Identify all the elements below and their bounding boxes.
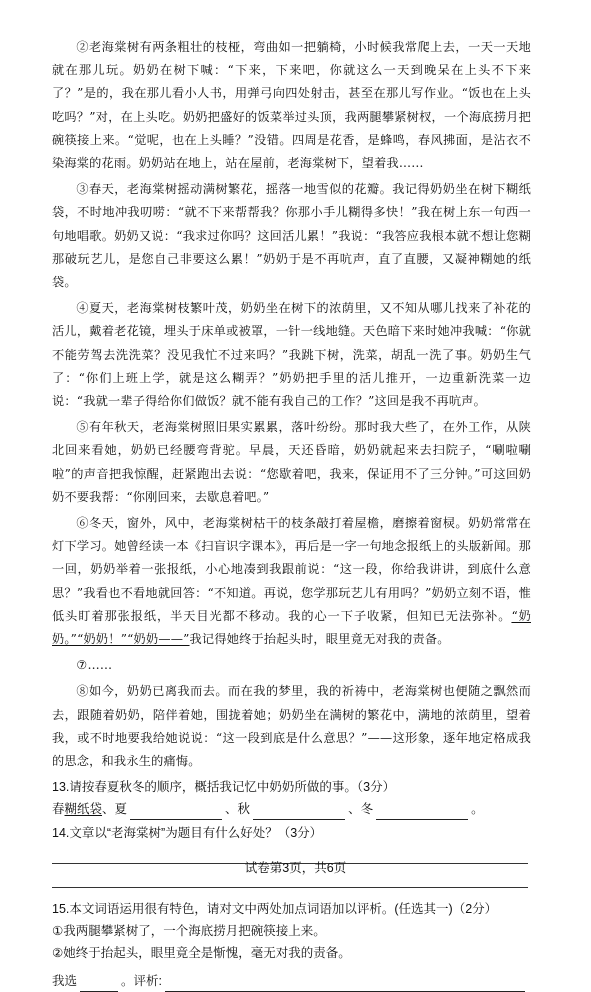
- spring-answer: 糊纸袋: [64, 802, 103, 817]
- summer-answer-blank[interactable]: [130, 805, 222, 820]
- paragraph-3: ③春天，老海棠树摇动满树繁花，摇落一地雪似的花瓣。我记得奶奶坐在树下糊纸袋，不时地冲我叨唠：“就不下来帮帮我？你那小手儿糊得多快！”我在树上东一句西一句地唱歌。奶奶又说：“我求过你吗？这回活儿累！”我说：“我答应我根本就不想让您糊那破玩艺儿，是您自己非要这么累！”奶奶于是不再吭声，直了直腰，又凝神糊她的纸袋。: [52, 182, 531, 290]
- paragraph-6: [52, 512, 531, 651]
- question-15-answer-row: [52, 970, 531, 992]
- autumn-answer-blank[interactable]: [253, 805, 345, 820]
- autumn-label: 、秋: [225, 802, 251, 817]
- paragraph-6-main: ⑥冬天，窗外，风中，老海棠树枯干的枝条敲打着屋檐，磨擦着窗棂。奶奶常常在灯下学习。她曾经读一本《扫盲识字课本》，再后是一字一句地念报纸上的头版新闻。那一回，奶奶举着一张报纸，小心地凑到我跟前说：“这一段，你给我讲讲，到底什么意思？”我看也不看地就回答：“不知道。再说，您学那玩艺儿有用吗？”奶奶立刻不语，惟低头盯着那张报纸，半天目光都不移动。我的心一下子收紧，但知已无法弥补。: [52, 516, 531, 623]
- paragraph-6-tail: 我记得她终于抬起头时，眼里竟无对我的责备。: [189, 632, 450, 647]
- paragraph-8: ⑧如今，奶奶已离我而去。而在我的梦里，我的祈祷中，老海棠树也便随之飘然而去，跟随着奶奶，陪伴着她，围拢着她；奶奶坐在满树的繁花中，满地的浓荫里，望着我，或不时地要我给她说说：“这一段到底是什么意思？”——这形象，逐年地定格成我的思念，和我永生的痛悔。: [52, 684, 531, 769]
- spring-label: 春: [52, 802, 65, 817]
- question-15-item-2: ②她终于抬起头，眼里竟全是惭愧，毫无对我的责备。: [52, 946, 351, 961]
- question-13-answer-row: [52, 798, 531, 820]
- paragraph-4: ④夏天，老海棠树枝繁叶茂，奶奶坐在树下的浓荫里，又不知从哪儿找来了补花的活儿，戴着老花镜，埋头于床单或被罩，一针一线地缝。天色暗下来时她冲我喊：“你就不能劳驾去洗洗菜？没见我忙不过来吗？”我跳下树，洗菜，胡乱一洗了事。奶奶生气了：“你们上班上学，就是这么糊弄？”奶奶把手里的活儿推开，一边重新洗菜一边说：“我就一辈子得给你们做饭？就不能有我自己的工作？”这回是我不再吭声。: [52, 301, 531, 409]
- paragraph-6-underlined: “奶奶。”“奶奶！”“奶奶——”: [52, 608, 531, 647]
- winter-answer-blank[interactable]: [376, 805, 468, 820]
- winter-label: 、冬: [348, 802, 374, 817]
- choice-blank[interactable]: [80, 977, 118, 992]
- question-13-end: 。: [471, 802, 484, 817]
- question-13-prompt: 13.请按春夏秋冬的顺序，概括我记忆中奶奶所做的事。（3分）: [52, 780, 396, 795]
- evaluation-blank[interactable]: [165, 977, 525, 992]
- paragraph-2: ②老海棠树有两条粗壮的枝桠，弯曲如一把躺椅，小时候我常爬上去，一天一天地就在那儿玩。奶奶在树下喊：“下来，下来吧，你就这么一天到晚呆在上头不下来了？”是的，我在那儿看小人书，用弹弓向四处射击，甚至在那儿写作业。“饭也在上头吃吗？”对，在上头吃。奶奶把盛好的饭菜举过头顶，我两腿攀紧树杈，一个海底捞月把碗筷接上来。“觉呢，也在上头睡？”没错。四周是花香，是蜂鸣，春风拂面，是沾衣不染海棠的花雨。奶奶站在地上，站在屋前，老海棠树下，望着我……: [52, 40, 531, 171]
- paragraph-7: ⑦……: [76, 658, 113, 673]
- page-footer: 试卷第3页，共6页: [244, 861, 347, 875]
- question-14-prompt: 14.文章以“老海棠树”为题目有什么好处？（3分）: [52, 826, 323, 841]
- summer-label: 、夏: [102, 802, 128, 817]
- question-15-prompt: 15.本文词语运用很有特色，请对文中两处加点词语加以评析。(任选其一)（2分）: [52, 902, 498, 917]
- choose-label: 我选: [52, 974, 78, 989]
- question-15-item-1: ①我两腿攀紧树了，一个海底捞月把碗筷接上来。: [52, 924, 326, 939]
- question-14-answer-line-2[interactable]: [52, 886, 528, 888]
- paragraph-5: ⑤有年秋天，老海棠树照旧果实累累，落叶纷纷。那时我大些了，在外工作，从陕北回来看她，奶奶已经腰弯背驼。早晨，天还昏暗，奶奶就起来去扫院子，“唰啦唰啦”的声音把我惊醒，赶紧跑出去说：“您歇着吧，我来，保证用不了三分钟。”可这回奶奶不要我帮：“你刚回来，去歇息着吧。”: [52, 420, 531, 504]
- eval-label: 。评析:: [121, 974, 162, 989]
